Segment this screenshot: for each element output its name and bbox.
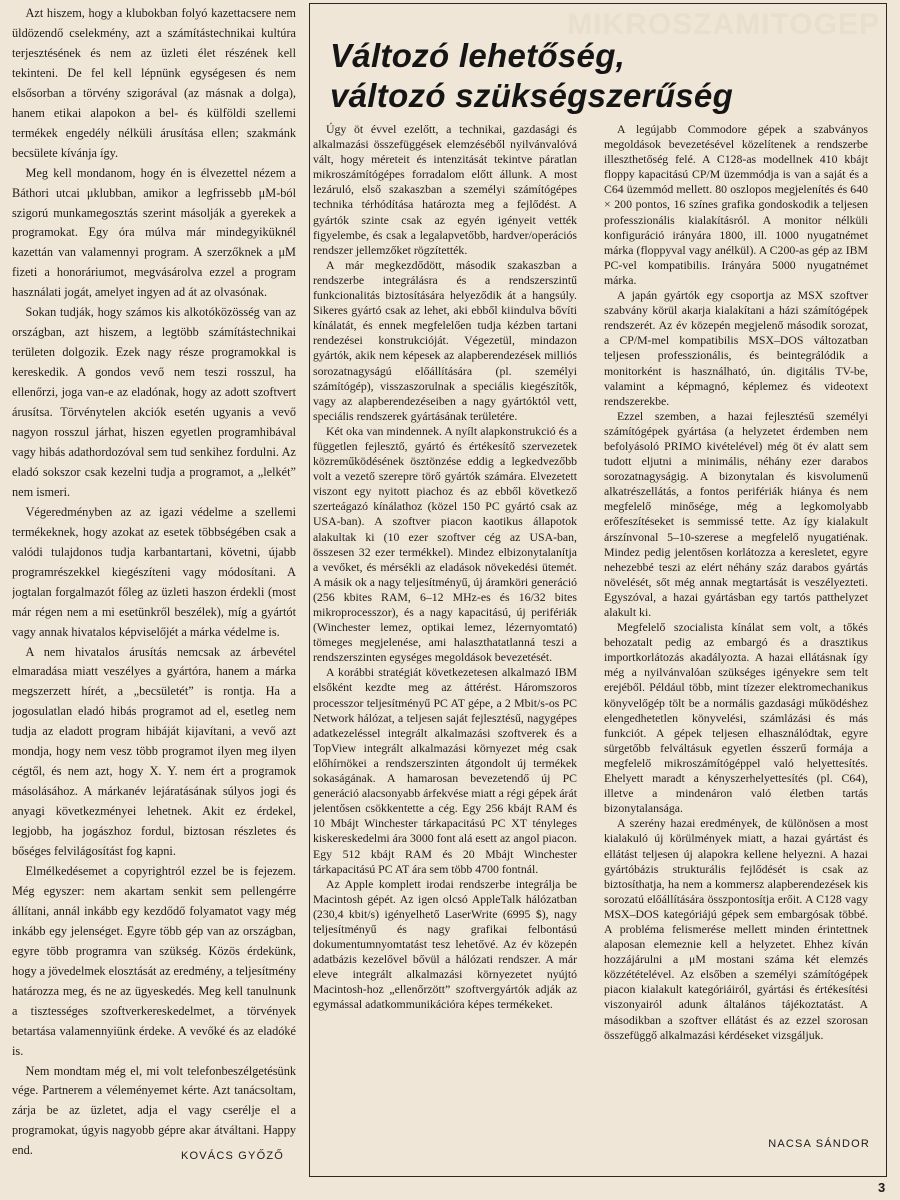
left-paragraph: Azt hiszem, hogy a klubokban folyó kazettacsere nem üldözendő cselekmény, azt a számítástechnikai kultúra terjesztésének és nem az üzleti élet részének kell tekinteni. De fel kell lépnünk egységesen és nem elsősorban a törvény szigorával (az másnak a dolga), hanem etikai alapokon a bel- és külföldi szellemi termékek engedély nélküli árusítása ellen; szakmánk becsülete kívánja így. [12,6,296,160]
box-column-right [604,122,868,1158]
box-paragraph: Úgy öt évvel ezelőtt, a technikai, gazdasági és alkalmazási összefüggések elemzéséből nyilvánvalóvá vált, hogy méreteit és intenzitását tekintve páratlan mikroszámítógépes forradalom előtt állunk. A most lezáruló, első szakaszban a személyi számítógépes technika térhódítása határozta meg a fejlődést. A gyártók szinte csak az egyén igényeit vették figyelembe, és csak a legalapvetőbb, hardver/operációs rendszer jellemzőket rögzítették. [313,122,577,257]
left-paragraph: A nem hivatalos árusítás nemcsak az árbevétel elmaradása miatt veszélyes a gyártóra, hanem a márka megszerzett hírét, a „becsületét” is rontja. Ha a jogosulatlan eladó hibás programot ad el, esetleg nem tudja az eladott program hibáját kijavítani, a vevő azt mondja, hogy nem vesz több programot ilyen meg ilyen cégtől, és nem azt, hogy X. Y. nem ért a programok másolásához. A márkanév lejáratásának súlyos jogi és anyagi következményei lehetnek. Akit ez érdekel, legjobb, ha jogászhoz fordul, biztosan részletes és bőséges felvilágosítást fog kapni. [12,644,296,859]
box-paragraph: A már megkezdődött, második szakaszban a rendszerbe integrálásra és a rendszerszintű funkcionalitás biztosítására helyeződik át a hangsúly. Sikeres gyártó csak az lehet, aki ebből kiindulva bővíti kínálatát, és ennek megfelelően tudja kézben tartani rendezései konstrukcióját. Végezetül, mindazon gyártók, akik nem képesek az alapberendezések milliós sorozatnagyságú előállítására (pl. személyi számítógép), visszaszorulnak a speciális kiegészítők, vagy az alapberendezéseiben a nagy gyártóktól vett, speciális rendszerek gyártásának területére. [313,257,577,423]
box-paragraph: Megfelelő szocialista kínálat sem volt, a tőkés behozatalt pedig az embargó és a drasztikus importkorlátozás akadályozta. A hazai ellátásnak így még a nyilvánvalóan szükséges igényekre sem telt erejéből. Például több, mint tízezer elektromechanikus könyvelőgép tölt be a normális gazdasági működéshez elengedhetetlen könyvelési, számlázási és más funkciót. A gépek teljesen elhasználódtak, egyre sürgetőbb felváltásuk egyetlen ésszerű formája a megfelelő mikroszámítógéppel való helyettesítés. Ehelyett maradt a kényszerhelyettesítés (pl. C64), illetve a mindenáron való életben tartás bizonytalansága. [604,620,868,816]
page-number: 3 [878,1180,886,1195]
box-paragraph: A korábbi stratégiát következetesen alkalmazó IBM elsőként kezdte meg az áttérést. Háromszoros processzor teljesítményű PC AT gépe, a 2 Mbit/s-os PC Network hálózat, a teljesen saját fejlesztésű, nagygépes adatkezeléssel integrált alkalmazási szoftverek és a TopView integrált alkalmazási környezet még csak előhírnökei a rendszerszinten átgondolt új termékek sokaságának. A hamarosan bevezetendő új PC generáció alacsonyabb árfekvése miatt a régi gépek árát jelentősen csökkentette a cég. Egy 256 kbájt RAM és 10 Mbájt Winchester tárkapacitású PC XT tényleges kiskereskedelmi ára 3000 font alá esett az angol piacon. Egy 512 kbájt RAM és 20 Mbájt Winchester tárkapacitású PC AT ára sem több 4700 fontnál. [313,665,577,876]
left-paragraph: Nem mondtam még el, mi volt telefonbeszélgetésünk vége. Partnerem a véleményemet kérte. Azt tanácsoltam, zárja be az üzletet, adja el vagy cserélje el a programokat, úgyis nagyobb gépre akar átváltani. Happy end. [12,1063,296,1158]
title-line-1: Változó lehetőség, [330,37,626,74]
box-paragraph: Két oka van mindennek. A nyílt alapkonstrukció és a független fejlesztő, gyártó és értékesítő szervezetek közreműködésének ösztönzése eddig a legkedvezőbb volt a vezető szerepre törő gyártók számára. Elvezetett viszont egy nyitott piachoz és az ebből következő szerteágazó kínálathoz (közel 150 PC gyártó csak az USA-ban). A szoftver piacon kaotikus állapotok alakultak ki (10 ezer szoftver cég az USA-ban, összesen 32 ezer termékkel). Mindez elbizonytalanítja a vevőket, és mérsékli az eladások növekedési ütemét. A másik ok a nagy teljesítményű, új áramköri generáció (256 kbites RAM, 6–12 MHz-es és 16/32 bites mikroprocesszor), és a nagy kapacitású, új perifériák (Winchester lemez, optikai lemez, lézernyomtató) tömeges megjelenése, ami halaszthatatlanná teszi a rendszerszinten egységes megoldások bevezetését. [313,423,577,665]
box-paragraph: A japán gyártók egy csoportja az MSX szoftver szabvány körül akarja kialakítani a házi számítógépek rendszerét. Az év közepén megjelenő második sorozat, a CP/M-mel kompatibilis MSX–DOS változatban teljesen professzionális, és beintegrálódik a monitorként is használható, ún. digitális TV-be, valamint a képmagnó, képlemez és videotext rendszerekbe. [604,288,868,408]
left-paragraph: Elmélkedésemet a copyrightról ezzel be is fejezem. Még egyszer: nem akartam senkit sem pellengérre állítani, annál inkább egy kezdődő folyamatot vagy még inkább egy jelenséget. Egyre több gép van az országban, egyre több programra van szükség. Közös érdekünk, hogy a jövedelmek elosztását az eredmény, a teljesítmény határozza meg, és ne az ügyeskedés. Meg kell tanulnunk a tisztességes szoftverkereskedelmet, a törvények betartása valamennyiünk érdeke. A vevőké és az eladóké is. [12,863,296,1058]
left-paragraph: Végeredményben az az igazi védelme a szellemi termékeknek, hogy azokat az esetek többségében csak a valódi tulajdonos tudja karbantartani, követni, újabb programrészekkel kiegészíteni vagy módosítani. A jogtalan forgalmazót főleg az üzleti haszon érdekli (most már régen nem a mi esetünkről beszélek), míg a gyártót vagy annak hivatalos képviselőjét a márka védelme is. [12,504,296,639]
left-author-signature: KOVÁCS GYŐZŐ [180,1150,284,1162]
box-paragraph: Ezzel szemben, a hazai fejlesztésű személyi számítógépek gyártása (a helyzetet érdemben nem befolyásoló PRIMO kivételével) még öt év alatt sem tudott eljutni a minimális, néhány ezer darabos sorozatnagyságig. A bizonytalan és kisvolumenű alkatrészellátás, a fontos perifériák hiánya és nem megfelelő minősége, még a legkomolyabb erőfeszítéseket is semmissé tette. Az így kialakult árszínvonal 5–10-szerese a megfelelő nyugatiénak. Mindez pedig jelentősen korlátozza a keresletet, egyre nehezebbé teszi az elért néhány száz darabos gyártás növelését, sőt még annak megtartását is veszélyezteti. Egyszóval, a hazai gyártásban egy tartós patthelyzet alakult ki. [604,408,868,619]
title-line-2: változó szükségszerűség [330,77,734,114]
left-article [12,4,296,1180]
left-paragraph: Meg kell mondanom, hogy én is élvezettel nézem a Báthori utcai μklubban, amikor a legfrissebb μM-ból szigorú munkamegosztás szerint másolják a gyerekek a programokat. Egy óra múlva már mindegyiküknél kazettán van valamennyi program. A szerzőknek a μM fizeti a honoráriumot, megvásárolva ezzel a program használati jogát, amelyet ingyen ad át az olvasónak. [12,165,296,300]
box-column-middle [313,122,577,1158]
box-paragraph: A legújabb Commodore gépek a szabványos megoldások bevezetésével közelítenek a rendszerbe illeszthetőség felé. A C128-as modellnek 410 kbájt floppy kapacitású CP/M üzemmódja is van a saját és a C64 üzemmód mellett. 80 oszlopos megjelenítés és 640 × 200 pontos, 16 színes grafika gondoskodik a teljesen professzionális kialakításról. A monitor nélküli konfiguráció irányára 1800, ill. 1000 nyugatnémet márka (floppyval vagy anélkül). A C200-as gép az IBM PC-vel kompatibilis. Irányára 5000 nyugatnémet márka. [604,122,868,287]
box-paragraph: A szerény hazai eredmények, de különösen a most kialakuló új körülmények miatt, a hazai gyártást és ellátást teljesen új alapokra kellene helyezni. A hazai gyártóbázis strukturális fejlődését is csak az biztosíthatja, ha nem a kommersz alapberendezések kis sorozatú előállítására összpontosítja erőit. A C128 vagy MSX–DOS kategóriájú gépek sem embargósak többé. A probléma felismerése mellett minden érintettnek alaposan elemeznie kell a helyzetet. Ehhez kíván hozzájárulni a μM mostani száma két elemzés közzétételével. Az elsőben a személyi számítógépek piacon kialakult kategóriáiról, gyártási és értékesítési viszonyairól adunk általános tájékoztatást. A másodikban a szoftver ellátást és az ezzel szorosan összefüggő alkalmazási kérdéseket vizsgáljuk. [604,816,868,1042]
left-paragraph: Sokan tudják, hogy számos kis alkotóközösség van az országban, azt hiszem, a legtöbb számítástechnikai területen dolgozik. Ezek nagy része programokkal is kereskedik. A gondos vevő nem teszi rosszul, ha ellenőrzi, joga van-e az eladónak, hogy az adott szoftvert árusítsa. Törvénytelen akciók esetén ugyanis a vevő nagyon rosszul járhat, hiszen egyetlen programhibával vagy hibás adathordozóval sem tud senkihez fordulni. Az eladó sokszor csak kezelni tudja a programot, a „lelkét” nem ismeri. [12,305,296,499]
background-watermark-word: MIKROSZAMITOGEP [567,8,880,41]
article-title [330,36,870,116]
box-paragraph: Az Apple komplett irodai rendszerbe integrálja be Macintosh gépét. Az igen olcsó AppleTalk hálózatban (230,4 kbit/s) igényelhető LaserWrite (6995 $), nagy teljesítményű és nagy grafikai felbontású dokumentumnyomtatást tesz lehetővé. Az év közepén adatbázis kezelővel bővül a hálózati rendszer. A már eleve integrált alkalmazási környezetet nyújtó Macintosh-hoz „ellenőrzött” szoftvergyártók adják az egymással adatkommunikációra képes termékeket. [313,876,577,1012]
box-author-signature: NACSA SÁNDOR [768,1138,870,1150]
